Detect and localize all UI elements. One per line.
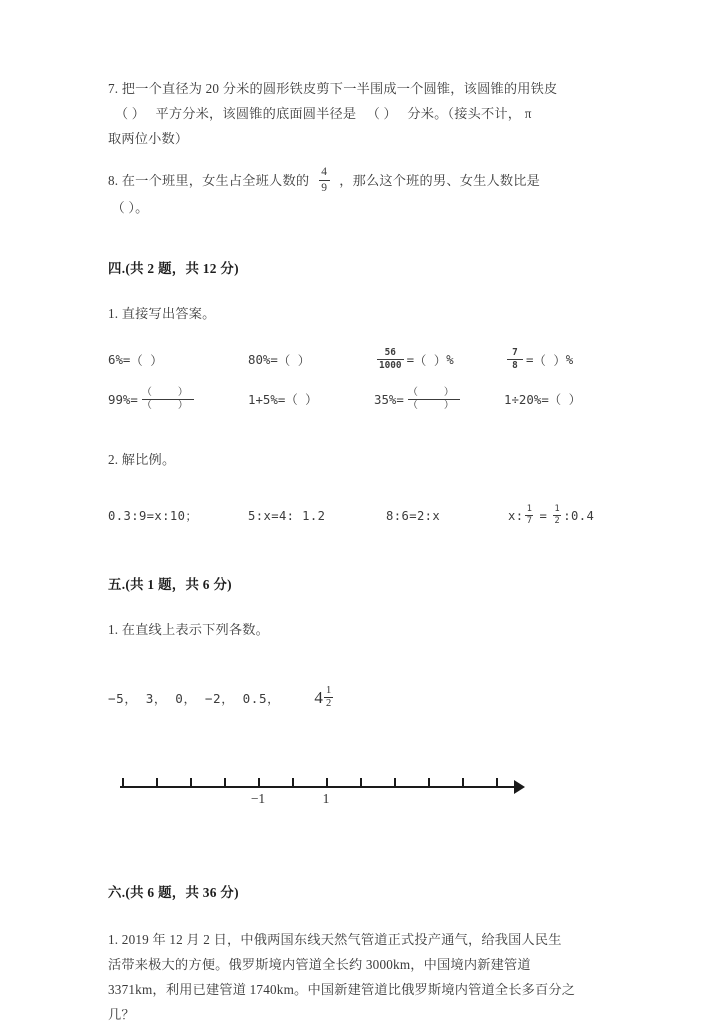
mixed-number-fraction: [324, 686, 333, 710]
percent-item-35pct: [374, 388, 504, 411]
item-8-text-b: ，那么这个班的男、女生人数比是: [339, 173, 541, 188]
item-8-blank[interactable]: （ ）。: [111, 200, 149, 216]
percent-exercise-row-1: [108, 348, 620, 370]
section-six-q1-line3: 3371km，利用已建管道 1740km。中国新建管道比俄罗斯境内管道全长多百分之: [108, 981, 576, 997]
section-six-q1: [108, 927, 620, 1027]
number-line-tick-label: 1: [322, 790, 330, 806]
item-8-fraction-denominator: 9: [321, 181, 328, 194]
section-six-q1-line2: 活带来极大的方便。俄罗斯境内管道全长约 3000km，中国境内新建管道: [108, 956, 531, 972]
number-line-tick: [156, 778, 158, 787]
answer-numerator-blank[interactable]: （ ）: [407, 386, 464, 398]
percent-item-56-1000: [374, 348, 504, 370]
fraction-56-over-1000: [377, 348, 404, 370]
item-7-number: 7.: [108, 81, 119, 96]
mixed-number-four-and-half: [314, 686, 333, 710]
proportion-item-4-suffix: :0.4: [563, 508, 595, 523]
equals-sign: =: [130, 391, 138, 407]
percent-item-80pct: [248, 351, 374, 369]
percent-exercise-row-2: [108, 388, 620, 411]
answer-denominator-blank[interactable]: （ ）: [407, 399, 464, 411]
percent-item-7-8-answer[interactable]: （ ）: [533, 352, 566, 368]
worksheet-content: [108, 76, 620, 1027]
number-line-tick: [360, 778, 362, 787]
percent-item-1plus5pct-answer[interactable]: （ ）: [285, 392, 318, 408]
number-line-diagram: [112, 758, 532, 818]
number-line-tick: [224, 778, 226, 787]
proportion-item-4[interactable]: [508, 506, 594, 526]
section-six-q1-line4: 几？: [108, 1006, 135, 1022]
proportion-item-4-prefix: x:: [508, 508, 524, 523]
fraction-denominator: 7: [526, 515, 533, 526]
number-list-values: −5， 3， 0， −2， 0.5，: [108, 691, 281, 707]
item-8-text-a: 在一个班里，女生占全班人数的: [121, 173, 310, 188]
percent-sign: %: [446, 352, 454, 368]
percent-item-99pct-lhs: 99%: [108, 391, 131, 407]
item-7-line2a: 平方分米，该圆锥的底面圆半径是: [155, 106, 357, 121]
percent-item-80pct-answer[interactable]: （ ）: [277, 352, 311, 368]
fraction-denominator: 1000: [379, 359, 402, 371]
proportion-exercise-row: [108, 506, 620, 526]
number-line-tick: [292, 778, 294, 787]
fraction-denominator: 2: [554, 515, 561, 526]
fraction-numerator: 1: [326, 684, 332, 696]
fraction-1-over-7: [525, 505, 533, 525]
fraction-numerator: 7: [512, 346, 518, 358]
percent-item-80pct-lhs: 80%: [248, 352, 271, 368]
mixed-number-whole: 4: [314, 687, 324, 707]
equals-sign: =: [277, 391, 286, 407]
number-line-tick: [190, 778, 192, 787]
number-line-axis: [120, 786, 516, 789]
fraction-numerator: 56: [384, 346, 396, 358]
section-heading-six: 六.(共 6 题，共 36 分): [108, 884, 239, 900]
percent-item-99pct-answer-fraction[interactable]: [139, 388, 198, 411]
section-six-q1-line1: 1. 2019 年 12 月 2 日，中俄两国东线天然气管道正式投产通气，给我国人民生: [108, 931, 562, 947]
number-line-tick: [394, 778, 396, 787]
section-heading-five: 五.(共 1 题，共 6 分): [108, 576, 232, 592]
number-line-tick-label: −1: [250, 790, 266, 806]
section-four-q1-label: 1. 直接写出答案。: [108, 306, 216, 322]
number-line-tick: [258, 778, 260, 787]
fraction-denominator: 2: [326, 698, 332, 710]
section-four-q2-label: 2. 解比例。: [108, 451, 176, 467]
item-8-fraction-numerator: 4: [321, 166, 328, 179]
fraction-denominator: 8: [512, 359, 518, 371]
percent-item-7-8: [504, 348, 620, 370]
number-line-tick: [122, 778, 124, 787]
equals-sign: =: [539, 508, 548, 523]
equals-sign: =: [122, 352, 131, 368]
percent-sign: %: [565, 352, 574, 368]
percent-item-35pct-lhs: 35%: [374, 391, 397, 407]
number-line-tick: [428, 778, 430, 787]
percent-item-35pct-answer-fraction[interactable]: [405, 388, 464, 411]
fraction-7-over-8: [507, 348, 523, 370]
equals-sign: =: [526, 352, 534, 368]
percent-item-6pct: [108, 351, 248, 369]
percent-item-1plus5pct: [248, 390, 374, 408]
proportion-item-2[interactable]: 5:x=4: 1.2: [248, 508, 326, 523]
section-five-q1-label: 1. 在直线上表示下列各数。: [108, 621, 270, 637]
item-7-pi-symbol: π: [524, 106, 532, 121]
number-line-tick: [496, 778, 498, 787]
section-heading-four: 四.(共 2 题，共 12 分): [108, 261, 239, 277]
item-7-blank-2[interactable]: （ ）: [366, 106, 397, 121]
percent-item-1div20pct-lhs: 1÷20%: [504, 391, 542, 407]
percent-item-6pct-answer[interactable]: （ ）: [130, 352, 163, 368]
item-8-number: 8.: [108, 173, 119, 188]
item-8-fraction: [319, 167, 330, 194]
answer-denominator-blank[interactable]: （ ）: [141, 399, 198, 411]
item-7-blank-1[interactable]: （ ）: [114, 106, 146, 121]
item-7-line3: 取两位小数）: [108, 131, 189, 146]
percent-item-1plus5pct-lhs: 1+5%: [248, 391, 278, 407]
percent-item-1div20pct-answer[interactable]: （ ）: [548, 392, 582, 408]
fraction-1-over-2: [553, 505, 561, 525]
number-line-tick: [462, 778, 464, 787]
fraction-numerator: 1: [554, 504, 561, 515]
fraction-numerator: 1: [526, 504, 533, 515]
proportion-item-1[interactable]: 0.3:9=x:10；: [108, 509, 198, 524]
percent-item-56-1000-answer[interactable]: （ ）: [414, 352, 447, 368]
equals-sign: =: [406, 352, 415, 368]
fill-blank-item-8: [108, 168, 620, 220]
proportion-item-3[interactable]: 8:6=2:x: [386, 508, 441, 523]
number-line-arrow-icon: [514, 780, 525, 794]
answer-numerator-blank[interactable]: （ ）: [141, 386, 198, 398]
number-line-tick: [326, 778, 328, 787]
percent-item-6pct-lhs: 6%: [108, 352, 123, 368]
percent-item-1div20pct: [504, 390, 620, 408]
equals-sign: =: [396, 391, 404, 407]
equals-sign: =: [541, 391, 549, 407]
number-list: [108, 686, 620, 710]
percent-item-99pct: [108, 388, 248, 411]
item-7-line1: 把一个直径为 20 分米的圆形铁皮剪下一半围成一个圆锥，该圆锥的用铁皮: [121, 81, 558, 96]
equals-sign: =: [270, 352, 278, 368]
fill-blank-item-7: [108, 76, 620, 151]
item-7-line2b: 分米。（接头不计，: [407, 106, 522, 121]
